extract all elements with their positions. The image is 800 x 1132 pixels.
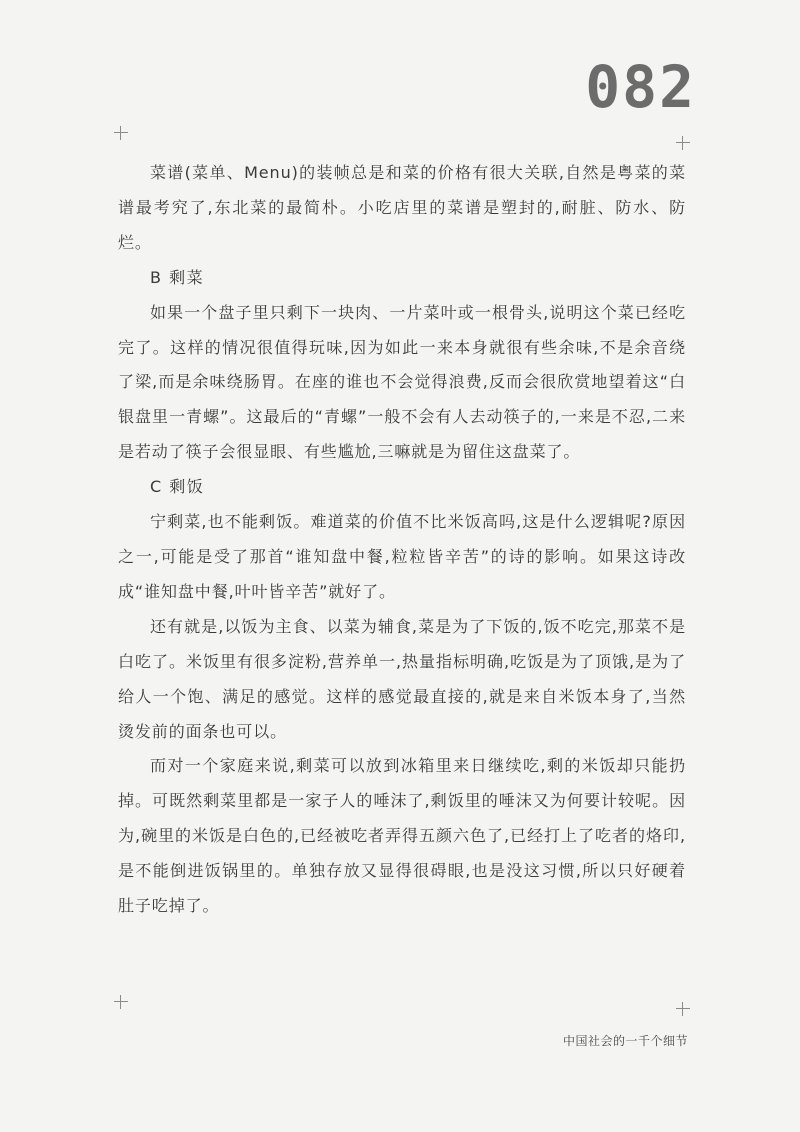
paragraph-family-leftovers: 而对一个家庭来说,剩菜可以放到冰箱里来日继续吃,剩的米饭却只能扔掉。可既然剩菜里都是一家子人的唾沫了,剩饭里的唾沫又为何要计较呢。因为,碗里的米饭是白色的,已经被吃者弄得五颜六色了,已经打上了吃者的烙印,是不能倒进饭锅里的。单独存放又显得很碍眼,也是没这习惯,所以只好硬着肚子吃掉了。	[118, 756, 686, 916]
paragraph-leftover-rice-logic: 宁剩菜,也不能剩饭。难道菜的价值不比米饭高吗,这是什么逻辑呢?原因之一,可能是受了那首“谁知盘中餐,粒粒皆辛苦”的诗的影响。如果这诗改成“谁知盘中餐,叶叶皆辛苦”就好了。	[118, 512, 686, 601]
crop-mark-top-left	[114, 126, 128, 140]
section-heading-leftover-dishes: B 剩菜	[150, 267, 205, 287]
page-number: 082	[585, 53, 696, 121]
section-heading-leftover-rice: C 剩饭	[150, 477, 205, 497]
paragraph-menu-binding: 菜谱(菜单、Menu)的装帧总是和菜的价格有很大关联,自然是粤菜的菜谱最考究了,东北菜的最简朴。小吃店里的菜谱是塑封的,耐脏、防水、防烂。	[118, 163, 686, 252]
crop-mark-bottom-right	[676, 1002, 690, 1016]
crop-mark-top-right	[676, 136, 690, 150]
paragraph-leftover-dishes: 如果一个盘子里只剩下一块肉、一片菜叶或一根骨头,说明这个菜已经吃完了。这样的情况很值得玩味,因为如此一来本身就很有些余味,不是余音绕了梁,而是余味绕肠胃。在座的谁也不会觉得浪费,反而会很欣赏地望着这“白银盘里一青螺”。这最后的“青螺”一般不会有人去动筷子的,一来是不忍,二来是若动了筷子会很显眼、有些尴尬,三嘛就是为留住这盘菜了。	[118, 302, 686, 462]
body-text	[118, 156, 686, 924]
footer-book-title: 中国社会的一千个细节	[562, 1034, 688, 1048]
paragraph-rice-staple: 还有就是,以饭为主食、以菜为辅食,菜是为了下饭的,饭不吃完,那菜不是白吃了。米饭里有很多淀粉,营养单一,热量指标明确,吃饭是为了顶饿,是为了给人一个饱、满足的感觉。这样的感觉最直接的,就是来自米饭本身了,当然烫发前的面条也可以。	[118, 616, 686, 741]
crop-mark-bottom-left	[114, 995, 128, 1009]
